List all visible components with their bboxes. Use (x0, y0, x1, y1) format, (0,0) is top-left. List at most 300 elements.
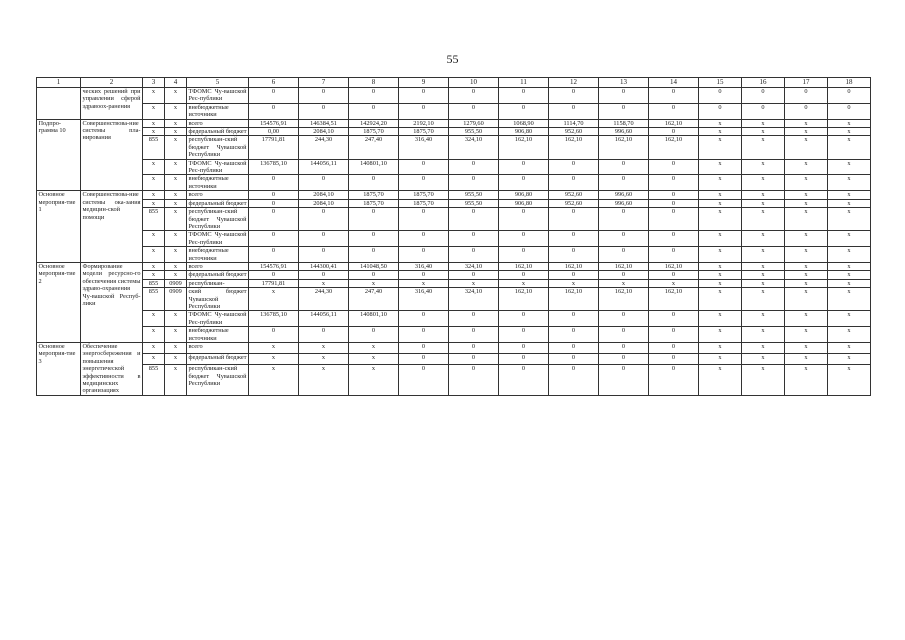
value-cell: 324,10 (449, 288, 499, 311)
value-cell: 0 (699, 103, 742, 119)
column-number: 14 (649, 78, 699, 88)
value-cell: х (699, 365, 742, 396)
value-cell: х (699, 311, 742, 327)
source-cell: ский бюджет Чувашской Республики (188, 288, 247, 310)
value-cell: 162,10 (599, 288, 649, 311)
program-name-cell: Формирование модели ресурсно-го обеспечения системы здраво-охранения Чу-вашской Респуб-лики (81, 262, 143, 342)
value-cell: х (828, 247, 871, 263)
value-cell: х (742, 199, 785, 207)
value-cell: х (249, 343, 299, 354)
value-cell: 244,30 (299, 136, 349, 159)
value-cell: 996,60 (599, 199, 649, 207)
value-cell: 136785,10 (249, 311, 299, 327)
value-cell: 0 (499, 175, 549, 191)
value-cell: х (349, 354, 399, 365)
value-cell: 0 (399, 231, 449, 247)
value-cell: х (699, 327, 742, 343)
code-cell: х (143, 231, 165, 247)
code-cell: х (143, 247, 165, 263)
value-cell: 0 (299, 175, 349, 191)
section-cell: х (165, 119, 187, 127)
value-cell: 0 (649, 175, 699, 191)
value-cell: 1068,90 (499, 119, 549, 127)
value-cell: 0 (249, 231, 299, 247)
table-row (37, 231, 871, 247)
table-row (37, 365, 871, 396)
code-cell: х (143, 88, 165, 104)
table-row (37, 354, 871, 365)
source-cell: внебюджетные источники (187, 103, 249, 119)
value-cell: х (785, 343, 828, 354)
value-cell: 0 (549, 175, 599, 191)
value-cell: 0 (499, 311, 549, 327)
value-cell: х (785, 175, 828, 191)
value-cell: 162,10 (649, 288, 699, 311)
source-cell: ТФОМС Чу-вашской Рес-публики (188, 311, 247, 326)
value-cell: 0 (449, 103, 499, 119)
value-cell: х (699, 288, 742, 311)
value-cell: х (828, 288, 871, 311)
value-cell: х (828, 354, 871, 365)
value-cell: 0 (599, 354, 649, 365)
value-cell: 162,10 (549, 262, 599, 270)
value-cell: 0 (649, 88, 699, 104)
value-cell: 0 (449, 88, 499, 104)
value-cell: х (828, 119, 871, 127)
value-cell: 955,50 (449, 199, 499, 207)
value-cell: 0 (449, 365, 499, 396)
section-cell: х (165, 231, 187, 247)
value-cell: х (828, 159, 871, 175)
value-cell: х (742, 262, 785, 270)
value-cell: 0 (599, 159, 649, 175)
value-cell: 0 (649, 271, 699, 279)
value-cell: 0 (649, 365, 699, 396)
value-cell: 0 (299, 208, 349, 231)
value-cell: х (785, 247, 828, 263)
value-cell: 162,10 (499, 288, 549, 311)
value-cell: х (785, 365, 828, 396)
value-cell: 316,40 (399, 288, 449, 311)
value-cell: х (828, 128, 871, 136)
value-cell: 952,60 (549, 191, 599, 199)
section-cell: х (165, 247, 187, 263)
value-cell: х (349, 365, 399, 396)
section-cell: 0909 (165, 288, 187, 311)
value-cell: 0 (499, 271, 549, 279)
value-cell: 0 (599, 103, 649, 119)
table-row (37, 262, 871, 270)
value-cell: 0 (449, 175, 499, 191)
value-cell: х (828, 191, 871, 199)
value-cell: х (828, 175, 871, 191)
value-cell: 247,40 (349, 136, 399, 159)
source-cell: внебюджетные источники (187, 175, 249, 191)
value-cell: 0 (499, 247, 549, 263)
value-cell: х (742, 231, 785, 247)
value-cell: 162,10 (599, 136, 649, 159)
value-cell: 0 (449, 231, 499, 247)
value-cell: 0 (499, 231, 549, 247)
code-cell: 855 (143, 279, 165, 287)
section-cell: х (165, 191, 187, 199)
value-cell: х (742, 354, 785, 365)
value-cell: х (742, 343, 785, 354)
value-cell: х (699, 262, 742, 270)
value-cell: 0 (649, 159, 699, 175)
value-cell: х (649, 279, 699, 287)
page-number: 55 (446, 52, 459, 66)
value-cell: 0 (499, 159, 549, 175)
value-cell: х (699, 199, 742, 207)
value-cell: 0 (449, 343, 499, 354)
value-cell: х (785, 271, 828, 279)
program-cell: Основное мероприя-тие 1 (37, 191, 81, 263)
header-row (37, 78, 871, 88)
value-cell: 162,10 (499, 136, 549, 159)
column-number: 5 (187, 78, 249, 88)
value-cell: 2084,10 (299, 199, 349, 207)
value-cell: 0 (449, 311, 499, 327)
column-number: 15 (699, 78, 742, 88)
value-cell: 0 (549, 103, 599, 119)
value-cell: 0 (742, 88, 785, 104)
table-row (37, 175, 871, 191)
value-cell: 140801,10 (349, 311, 399, 327)
code-cell: х (143, 311, 165, 327)
value-cell: х (499, 279, 549, 287)
section-cell: х (165, 199, 187, 207)
column-number: 9 (399, 78, 449, 88)
value-cell: 0 (399, 365, 449, 396)
source-cell: всего (187, 119, 249, 127)
value-cell: 0 (399, 354, 449, 365)
value-cell: 162,10 (549, 288, 599, 311)
value-cell: 0 (299, 231, 349, 247)
source-cell: всего (187, 343, 249, 354)
source-cell: федеральный бюджет (187, 354, 249, 365)
value-cell: 0 (449, 327, 499, 343)
value-cell: 0 (742, 103, 785, 119)
value-cell: х (699, 191, 742, 199)
value-cell: 136785,10 (249, 159, 299, 175)
value-cell: 141048,50 (349, 262, 399, 270)
section-cell: х (165, 175, 187, 191)
value-cell: х (785, 311, 828, 327)
value-cell: 2084,10 (299, 128, 349, 136)
column-number: 12 (549, 78, 599, 88)
value-cell: х (785, 327, 828, 343)
code-cell: х (143, 175, 165, 191)
value-cell: 0 (499, 208, 549, 231)
value-cell: 0 (599, 327, 649, 343)
value-cell: 0 (549, 231, 599, 247)
code-cell: х (143, 354, 165, 365)
value-cell: 0 (649, 128, 699, 136)
value-cell: х (399, 279, 449, 287)
table-row (37, 311, 871, 327)
value-cell: х (785, 288, 828, 311)
source-cell: всего (187, 262, 249, 270)
column-number: 8 (349, 78, 399, 88)
value-cell: 0 (649, 311, 699, 327)
value-cell: х (742, 175, 785, 191)
value-cell: 154576,91 (249, 119, 299, 127)
value-cell: 316,40 (399, 262, 449, 270)
source-cell: всего (187, 191, 249, 199)
source-cell: ТФОМС Чу-вашской Рес-публики (188, 159, 247, 175)
column-number: 18 (828, 78, 871, 88)
value-cell: х (699, 354, 742, 365)
value-cell: 1158,70 (599, 119, 649, 127)
source-cell: федеральный бюджет (187, 128, 249, 136)
column-number: 1 (37, 78, 81, 88)
section-cell: х (165, 262, 187, 270)
program-cell: Основное мероприя-тие 3 (37, 343, 81, 396)
section-cell: х (165, 103, 187, 119)
value-cell: 1114,70 (549, 119, 599, 127)
code-cell: х (143, 271, 165, 279)
value-cell: х (785, 262, 828, 270)
value-cell: 952,60 (549, 199, 599, 207)
code-cell: 855 (143, 136, 165, 159)
value-cell: 0 (549, 365, 599, 396)
source-cell: внебюджетные источники (187, 247, 249, 263)
value-cell: 0 (249, 327, 299, 343)
value-cell: 0 (349, 103, 399, 119)
value-cell: х (828, 271, 871, 279)
value-cell: 17791,81 (249, 279, 299, 287)
value-cell: х (699, 159, 742, 175)
value-cell: 0 (399, 159, 449, 175)
value-cell: 1875,70 (399, 199, 449, 207)
value-cell: х (742, 191, 785, 199)
code-cell: 855 (143, 208, 165, 231)
value-cell: 0 (449, 354, 499, 365)
value-cell: 0 (499, 343, 549, 354)
section-cell: х (165, 311, 187, 327)
table-row (37, 208, 871, 231)
value-cell: х (299, 343, 349, 354)
value-cell: 0 (549, 88, 599, 104)
source-cell: федеральный бюджет (187, 271, 249, 279)
value-cell: х (742, 208, 785, 231)
source-cell: республикан-ский бюджет Чувашской Республики (188, 208, 247, 230)
value-cell: 0 (349, 247, 399, 263)
table-row (37, 288, 871, 311)
value-cell: 0 (649, 343, 699, 354)
value-cell: 0 (649, 199, 699, 207)
program-cell: Подпро-грамма 10 (37, 119, 81, 191)
value-cell: 0 (785, 88, 828, 104)
value-cell: 146384,51 (299, 119, 349, 127)
value-cell: х (828, 199, 871, 207)
section-cell: х (165, 354, 187, 365)
value-cell: 2084,10 (299, 191, 349, 199)
value-cell: х (828, 365, 871, 396)
value-cell: 162,10 (599, 262, 649, 270)
value-cell: х (785, 136, 828, 159)
value-cell: х (785, 119, 828, 127)
value-cell: 0 (349, 231, 399, 247)
value-cell: 0 (299, 271, 349, 279)
value-cell: 0 (399, 271, 449, 279)
value-cell: 906,80 (499, 191, 549, 199)
value-cell: 0 (499, 354, 549, 365)
value-cell: 0 (249, 103, 299, 119)
section-cell: х (165, 136, 187, 159)
column-number: 16 (742, 78, 785, 88)
value-cell: 1875,70 (399, 191, 449, 199)
value-cell: х (699, 119, 742, 127)
value-cell: 1279,60 (449, 119, 499, 127)
value-cell: 2192,10 (399, 119, 449, 127)
value-cell: х (249, 288, 299, 311)
value-cell: 0 (828, 88, 871, 104)
source-cell: республикан- (187, 279, 249, 287)
table-body (37, 78, 871, 396)
value-cell: 1875,70 (349, 128, 399, 136)
value-cell: 0 (599, 271, 649, 279)
value-cell: х (299, 365, 349, 396)
program-name-cell: ческих решений при управлении сферой здравоох-ранения (81, 88, 143, 120)
budget-table (36, 77, 871, 396)
value-cell: х (299, 354, 349, 365)
value-cell: х (599, 279, 649, 287)
value-cell: 0 (599, 247, 649, 263)
code-cell: х (143, 327, 165, 343)
value-cell: 996,60 (599, 128, 649, 136)
value-cell: х (828, 231, 871, 247)
value-cell: 0 (249, 175, 299, 191)
value-cell: 162,10 (549, 136, 599, 159)
value-cell: 0 (599, 311, 649, 327)
code-cell: х (143, 191, 165, 199)
value-cell: х (699, 208, 742, 231)
value-cell: 0 (449, 159, 499, 175)
value-cell: х (699, 343, 742, 354)
value-cell: х (299, 279, 349, 287)
program-cell (37, 88, 81, 120)
value-cell: 162,10 (649, 262, 699, 270)
value-cell: 955,50 (449, 128, 499, 136)
value-cell: х (742, 136, 785, 159)
value-cell: х (828, 262, 871, 270)
value-cell: х (742, 128, 785, 136)
value-cell: 0 (399, 247, 449, 263)
value-cell: 0 (599, 343, 649, 354)
table-row (37, 128, 871, 136)
value-cell: 0 (499, 327, 549, 343)
value-cell: х (742, 247, 785, 263)
value-cell: 0 (649, 208, 699, 231)
value-cell: х (828, 279, 871, 287)
code-cell: х (143, 128, 165, 136)
value-cell: х (785, 279, 828, 287)
value-cell: 0 (549, 208, 599, 231)
value-cell: 0 (249, 247, 299, 263)
value-cell: 162,10 (649, 119, 699, 127)
column-number: 3 (143, 78, 165, 88)
value-cell: 324,10 (449, 136, 499, 159)
value-cell: 1875,70 (349, 199, 399, 207)
value-cell: 0 (399, 208, 449, 231)
value-cell: х (742, 365, 785, 396)
value-cell: 0 (549, 271, 599, 279)
value-cell: х (742, 279, 785, 287)
value-cell: 0 (649, 354, 699, 365)
table-row (37, 247, 871, 263)
value-cell: 0 (349, 175, 399, 191)
value-cell: х (699, 231, 742, 247)
value-cell: 140801,10 (349, 159, 399, 175)
value-cell: 0 (599, 88, 649, 104)
value-cell: х (785, 128, 828, 136)
section-cell: х (165, 327, 187, 343)
table-row (37, 159, 871, 175)
value-cell: 0 (828, 103, 871, 119)
value-cell: х (349, 279, 399, 287)
value-cell: х (699, 175, 742, 191)
value-cell: 0 (349, 327, 399, 343)
value-cell: 0 (785, 103, 828, 119)
value-cell: 996,60 (599, 191, 649, 199)
value-cell: 316,40 (399, 136, 449, 159)
value-cell: х (249, 354, 299, 365)
table-row (37, 343, 871, 354)
value-cell: х (785, 231, 828, 247)
value-cell: х (742, 288, 785, 311)
value-cell: 247,40 (349, 288, 399, 311)
section-cell: х (165, 271, 187, 279)
program-name-cell: Совершенствова-ние системы ока-зания медицин-ской помощи (81, 191, 143, 263)
value-cell: 0 (349, 271, 399, 279)
value-cell: 0 (499, 103, 549, 119)
value-cell: х (742, 311, 785, 327)
value-cell: х (742, 271, 785, 279)
section-cell: х (165, 159, 187, 175)
value-cell: 0,00 (249, 128, 299, 136)
table-row (37, 119, 871, 127)
value-cell: 952,60 (549, 128, 599, 136)
value-cell: 0 (549, 327, 599, 343)
value-cell: 0 (549, 311, 599, 327)
source-cell: ТФОМС Чу-вашской Рес-публики (188, 88, 247, 103)
value-cell: 0 (249, 88, 299, 104)
source-cell: республикан-ский бюджет Чувашской Республики (187, 365, 249, 396)
code-cell: х (143, 159, 165, 175)
table-row (37, 88, 871, 104)
value-cell: 144300,41 (299, 262, 349, 270)
value-cell: 142924,20 (349, 119, 399, 127)
code-cell: 855 (143, 288, 165, 311)
table-row (37, 279, 871, 287)
column-number: 4 (165, 78, 187, 88)
value-cell: 0 (249, 271, 299, 279)
code-cell: х (143, 199, 165, 207)
value-cell: 0 (399, 175, 449, 191)
table-row (37, 199, 871, 207)
value-cell: х (742, 119, 785, 127)
column-number: 2 (81, 78, 143, 88)
value-cell: 0 (549, 343, 599, 354)
program-cell: Основное мероприя-тие 2 (37, 262, 81, 342)
value-cell: 17791,81 (249, 136, 299, 159)
value-cell: 955,50 (449, 191, 499, 199)
value-cell: 0 (249, 199, 299, 207)
source-cell: федеральный бюджет (187, 199, 249, 207)
value-cell: 0 (549, 247, 599, 263)
